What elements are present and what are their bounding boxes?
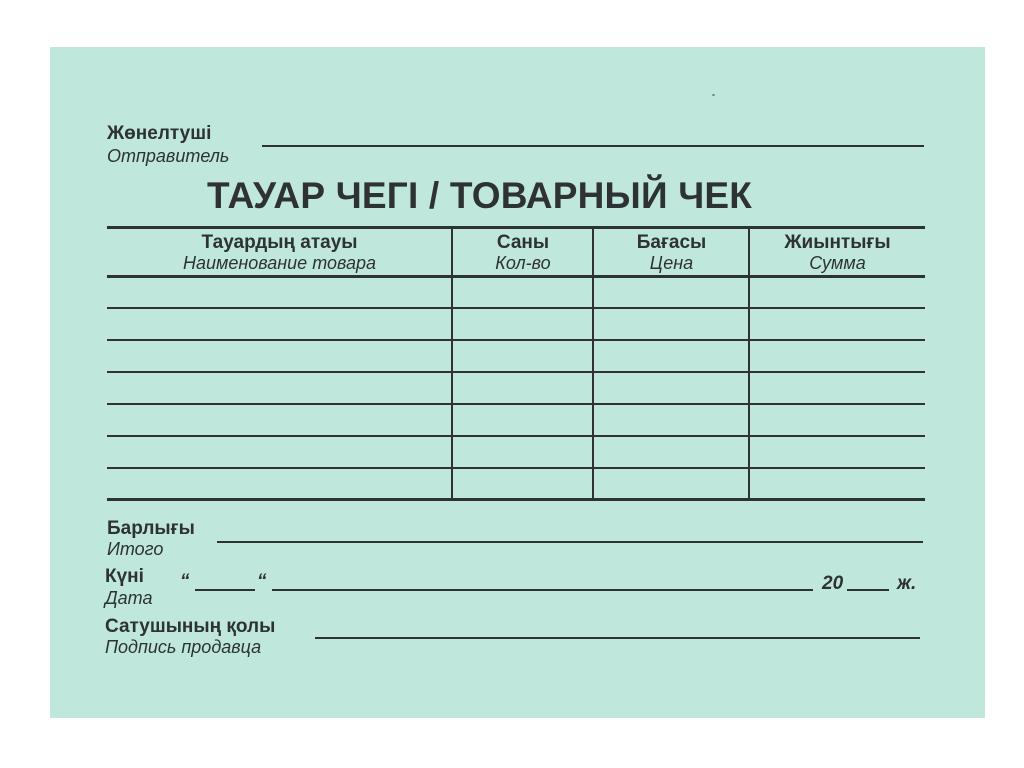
table-row[interactable] xyxy=(107,467,925,469)
column-header-name-ru: Наименование товара xyxy=(182,253,377,273)
page-title: ТАУАР ЧЕГІ / ТОВАРНЫЙ ЧЕК xyxy=(207,175,753,216)
signature-label-kz: Сатушының қолы xyxy=(105,616,276,637)
total-label-ru: Итого xyxy=(107,539,164,559)
total-label-kz: Барлығы xyxy=(107,518,195,539)
column-divider xyxy=(748,229,750,500)
date-close-quote: “ xyxy=(257,571,267,592)
date-day-field[interactable] xyxy=(195,589,255,591)
column-header-sum-kz: Жиынтығы xyxy=(784,232,891,253)
table-row[interactable] xyxy=(107,371,925,373)
receipt-form xyxy=(50,47,985,718)
sender-label-ru: Отправитель xyxy=(107,146,230,166)
column-header-name-kz: Тауардың атауы xyxy=(201,232,358,253)
column-divider xyxy=(592,229,594,500)
date-label-kz: Күні xyxy=(105,566,144,587)
sender-field[interactable] xyxy=(262,145,924,147)
total-field[interactable] xyxy=(217,541,923,543)
column-header-price xyxy=(593,233,750,273)
table-row[interactable] xyxy=(107,339,925,341)
date-year-prefix: 20 xyxy=(822,573,844,594)
column-header-sum-ru: Сумма xyxy=(809,253,866,273)
column-divider xyxy=(451,229,453,500)
column-header-price-kz: Бағасы xyxy=(636,232,707,253)
table-top-border xyxy=(107,226,925,229)
date-month-field[interactable] xyxy=(272,589,813,591)
signature-field[interactable] xyxy=(315,637,920,639)
date-year-suffix: ж. xyxy=(897,573,917,594)
column-header-qty-kz: Саны xyxy=(496,232,550,253)
sender-label-kz: Жөнелтуші xyxy=(107,123,212,144)
column-header-sum xyxy=(750,233,925,273)
column-header-name xyxy=(107,233,452,273)
column-header-qty xyxy=(453,233,593,273)
date-open-quote: “ xyxy=(180,571,190,592)
table-row[interactable] xyxy=(107,307,925,309)
paper-speck xyxy=(712,94,715,96)
column-header-price-ru: Цена xyxy=(649,253,694,273)
table-bottom-border xyxy=(107,498,925,501)
column-header-qty-ru: Кол-во xyxy=(495,253,551,273)
signature-label-ru: Подпись продавца xyxy=(105,637,262,657)
table-row[interactable] xyxy=(107,403,925,405)
table-header-border xyxy=(107,275,925,278)
date-year-field[interactable] xyxy=(847,589,889,591)
table-row[interactable] xyxy=(107,435,925,437)
date-label-ru: Дата xyxy=(105,588,153,608)
